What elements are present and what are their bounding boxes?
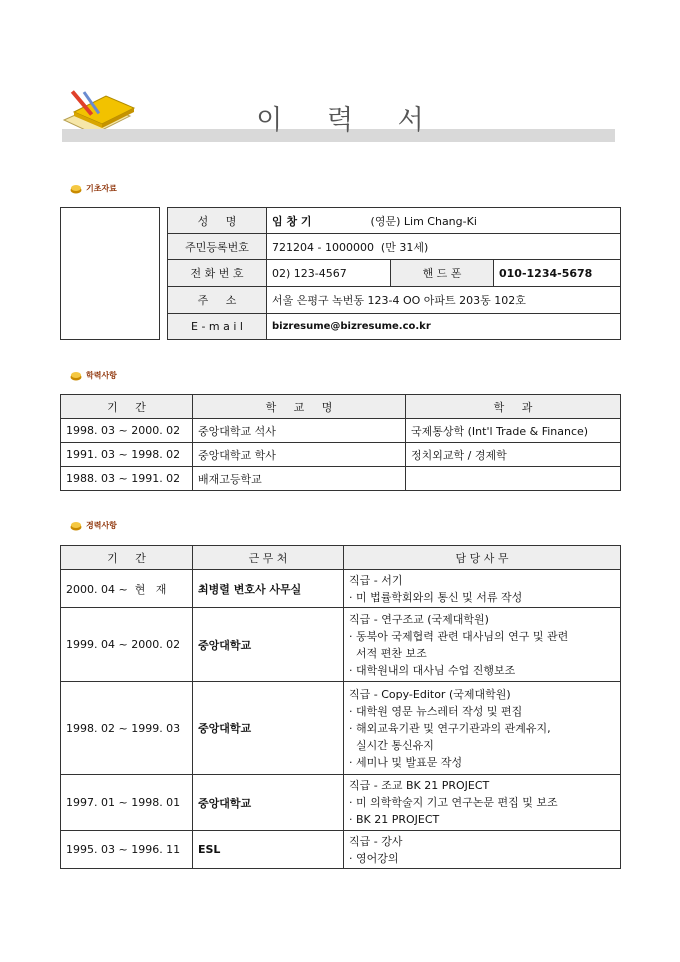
duty-line: 실시간 통신유지 bbox=[349, 738, 434, 752]
mobile-value: 010-1234-5678 bbox=[494, 260, 621, 287]
edu-major: 국제통상학 (Int'l Trade & Finance) bbox=[406, 419, 621, 443]
table-row bbox=[168, 287, 621, 314]
career-period: 1995. 03 ~ 1996. 11 bbox=[61, 831, 193, 869]
duty-line: 직급 - 연구조교 (국제대학원) bbox=[349, 612, 489, 626]
duty-line: · 대학원 영문 뉴스레터 작성 및 편집 bbox=[349, 704, 523, 718]
career-company: 최병렬 변호사 사무실 bbox=[193, 570, 344, 608]
section-heading-basic-label: 기초자료 bbox=[86, 184, 117, 193]
table-row bbox=[168, 260, 621, 287]
bullet-disc-icon bbox=[70, 184, 82, 194]
table-row bbox=[61, 570, 621, 608]
career-company: 중앙대학교 bbox=[193, 682, 344, 775]
duty-line: 직급 - 조교 BK 21 PROJECT bbox=[349, 779, 490, 792]
table-row bbox=[61, 608, 621, 682]
email-value: bizresume@bizresume.co.kr bbox=[267, 314, 621, 340]
edu-header-school: 학 교 명 bbox=[193, 395, 406, 419]
edu-period: 1998. 03 ~ 2000. 02 bbox=[61, 419, 193, 443]
duty-line: · 영어강의 bbox=[349, 851, 399, 865]
duty-line: · 해외교육기관 및 연구기관과의 관계유지, bbox=[349, 721, 551, 735]
career-period: 2000. 04 ~ 현 재 bbox=[61, 570, 193, 608]
id-value: 721204 - 1000000 (만 31세) bbox=[267, 234, 621, 260]
duty-line: · 미 의학학술지 기고 연구논문 편집 및 보조 bbox=[349, 796, 558, 809]
duty-line: · 세미나 및 발표문 작성 bbox=[349, 755, 463, 769]
basic-info-table bbox=[167, 207, 621, 340]
duty-line: · 동북아 국제협력 관련 대사님의 연구 및 관련 bbox=[349, 629, 569, 643]
duty-line: · 미 법률학회와의 통신 및 서류 작성 bbox=[349, 590, 523, 604]
eng-name-label: (영문) bbox=[370, 214, 401, 228]
bullet-disc-icon bbox=[70, 371, 82, 381]
career-period: 1997. 01 ~ 1998. 01 bbox=[61, 775, 193, 831]
edu-major bbox=[406, 467, 621, 491]
edu-school: 배재고등학교 bbox=[193, 467, 406, 491]
career-company: ESL bbox=[193, 831, 344, 869]
phone-value: 02) 123-4567 bbox=[267, 260, 391, 287]
edu-period: 1991. 03 ~ 1998. 02 bbox=[61, 443, 193, 467]
career-duties bbox=[344, 608, 621, 682]
career-company: 중앙대학교 bbox=[193, 608, 344, 682]
section-heading-career-label: 경력사항 bbox=[86, 521, 117, 530]
career-duties bbox=[344, 570, 621, 608]
section-heading-career bbox=[70, 520, 117, 531]
table-row bbox=[61, 443, 621, 467]
career-company: 중앙대학교 bbox=[193, 775, 344, 831]
table-row bbox=[61, 467, 621, 491]
name-label: 성 명 bbox=[168, 208, 267, 234]
edu-header-major: 학 과 bbox=[406, 395, 621, 419]
table-row bbox=[61, 546, 621, 570]
duty-line: 직급 - Copy-Editor (국제대학원) bbox=[349, 687, 511, 701]
email-label: E - m a i l bbox=[168, 314, 267, 340]
edu-major: 정치외교학 / 경제학 bbox=[406, 443, 621, 467]
table-row bbox=[61, 775, 621, 831]
page-title: 이 력 서 bbox=[256, 105, 442, 136]
duty-line: 직급 - 서기 bbox=[349, 573, 403, 587]
career-table bbox=[60, 545, 621, 869]
photo-box bbox=[60, 207, 160, 340]
address-label: 주 소 bbox=[168, 287, 267, 314]
name-cell bbox=[267, 208, 621, 234]
career-header-company: 근 무 처 bbox=[193, 546, 344, 570]
table-row bbox=[61, 831, 621, 869]
career-header-period: 기 간 bbox=[61, 546, 193, 570]
phone-label: 전 화 번 호 bbox=[168, 260, 267, 287]
section-heading-basic bbox=[70, 183, 117, 194]
table-row bbox=[168, 314, 621, 340]
duty-line: · 대학원내의 대사님 수업 진행보조 bbox=[349, 663, 516, 677]
career-header-duties: 담 당 사 무 bbox=[344, 546, 621, 570]
section-heading-education bbox=[70, 370, 117, 381]
bullet-disc-icon bbox=[70, 521, 82, 531]
duty-line: 직급 - 강사 bbox=[349, 834, 403, 848]
edu-period: 1988. 03 ~ 1991. 02 bbox=[61, 467, 193, 491]
table-row bbox=[168, 208, 621, 234]
edu-school: 중앙대학교 석사 bbox=[193, 419, 406, 443]
career-period: 1999. 04 ~ 2000. 02 bbox=[61, 608, 193, 682]
name-value: 임 창 기 bbox=[272, 214, 312, 228]
table-row bbox=[61, 682, 621, 775]
section-heading-education-label: 학력사항 bbox=[86, 371, 117, 380]
career-duties bbox=[344, 775, 621, 831]
table-row bbox=[61, 419, 621, 443]
eng-name-value: Lim Chang-Ki bbox=[403, 214, 477, 228]
edu-school: 중앙대학교 학사 bbox=[193, 443, 406, 467]
career-duties bbox=[344, 831, 621, 869]
address-value: 서울 은평구 녹번동 123-4 OO 아파트 203동 102호 bbox=[267, 287, 621, 314]
career-period: 1998. 02 ~ 1999. 03 bbox=[61, 682, 193, 775]
education-table bbox=[60, 394, 621, 491]
mobile-label: 핸 드 폰 bbox=[391, 260, 494, 287]
duty-line: 서적 편찬 보조 bbox=[349, 646, 427, 660]
career-duties bbox=[344, 682, 621, 775]
duty-line: · BK 21 PROJECT bbox=[349, 813, 440, 826]
table-row bbox=[168, 234, 621, 260]
edu-header-period: 기 간 bbox=[61, 395, 193, 419]
table-row bbox=[61, 395, 621, 419]
id-label: 주민등록번호 bbox=[168, 234, 267, 260]
